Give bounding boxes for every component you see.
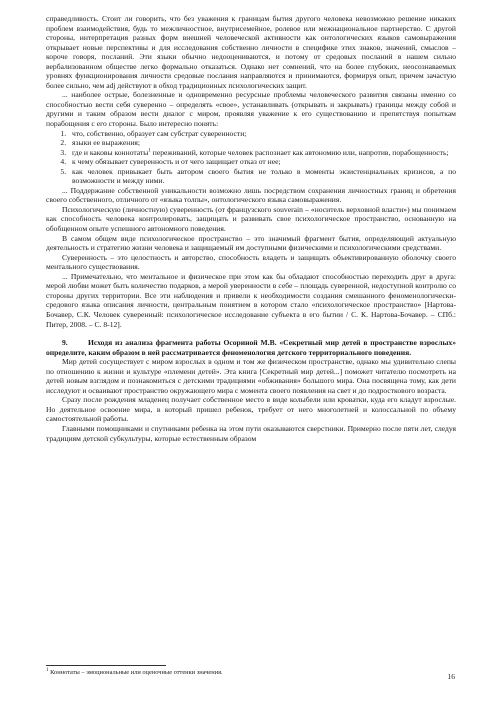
list-item: 1. что, собственно, образует сам субстрат суверенности; bbox=[68, 129, 456, 139]
list-item: 2. языки ее выражения; bbox=[68, 138, 456, 148]
paragraph: Сразу после рождения младенец получает собственное место в виде колыбели или кроватки, куда его кладут взрослые. Но деятельное освоение мира, в который пришел ребенок, требует от него многолетней и колоссальной по объему самостоятельной работы. bbox=[46, 395, 456, 424]
list-item: 4. к чему обязывает суверенность и от чего защищает отказ от нее; bbox=[68, 157, 456, 167]
section-title: Исходя из анализа фрагмента работы Осориной М.В. «Секретный мир детей в пространстве взрослых» определите, каким образом в ней рассматривается феноменология детского территориального поведения. bbox=[46, 338, 456, 357]
paragraph: Мир детей сосуществует с миром взрослых в одном и том же физическом пространстве, однако мы удивительно слепы по отношению к жизни и культуре «племени детей». Эта книга [Секретный мир детей...] поможет читателю посмотреть на детей новым взглядом и познакомиться с детскими традициями «обживания» большого мира. Она посвящена тому, как дети исследуют и осваивают пространство окружающего мира с момента своего появления на свет и до подросткового возраста. bbox=[46, 357, 456, 395]
paragraph: ... Поддержание собственной уникальности возможно лишь посредством сохранения личностных границ и обретения своего собственного, отличного от «языка толпы», онтологического языка самовыражения. bbox=[46, 185, 456, 205]
list-item-text-tail: переживаний, которые человек распознает как автономию или, напротив, порабощенность; bbox=[150, 147, 449, 157]
paragraph: Психологическую (личностную) суверенность (от французского souverain – «носитель верховной власти») мы понимаем как способность человека контролировать, защищать и развивать свое психологическое пространство, основанную на обобщенном опыте успешного автономного поведения. bbox=[46, 204, 456, 234]
footnote-reference[interactable]: 1 bbox=[148, 148, 151, 154]
paragraph: ... наиболее острые, болезненные и одновременно ресурсные проблемы человеческого развития связаны именно со способностью вести себя суверенно – определять «свое», устанавливать (открывать и закрывать) границы между собой и другими и таким образом вести диалог с миром, проявляя уважение к его существованию и препятствуя попыткам порабощения с его стороны. Было интересно понять: bbox=[46, 90, 456, 129]
paragraph: Суверенность – это целостность и авторство, способность владеть и защищать объективированную оболочку своего ментального существования. bbox=[46, 252, 456, 272]
list-item-text: где и каковы коннотаты bbox=[72, 147, 149, 157]
list-item bbox=[68, 148, 456, 158]
footnote bbox=[46, 669, 223, 677]
paragraph: ... Примечательно, что ментальное и физическое при этом как бы обладают способностью переходить друг в друга: мерой любви может быть количество подарков, а мерой уверенности в себе – площадь суверенной, недоступной контролю со стороны других территории. Все эти наблюдения и привели к необходимости создания смешанного феноменологически-средового языка описания личности, центральным понятием в котором стало «психологическое пространство» [Нартова-Бочавер, С.К. Человек суверенный: психологическое исследование субъекта в его бытии / С. К. Нартова-Бочавер. – СПб.: Питер, 2008. – С. 8-12]. bbox=[46, 271, 456, 329]
footnote-divider bbox=[46, 665, 166, 666]
footnote-text: Коннотаты – эмоциональные или оценочные оттенки значения. bbox=[48, 669, 223, 676]
page-number: 16 bbox=[447, 672, 455, 681]
paragraph: В самом общем виде психологическое пространство – это значимый фрагмент бытия, определяющий актуальную деятельность и стратегию жизни человека и защищаемый им доступными физическими и психологическими средствами. bbox=[46, 233, 456, 253]
footnote-marker: 1 bbox=[46, 667, 49, 673]
paragraph: справедливость. Стоит ли говорить, что без уважения к границам бытия другого человека невозможно решение никаких проблем взаимодействия, будь то межличностное, внутрисемейное, ролевое или межнациональное партнерство. С другой стороны, интерпретация разных форм внешней человеческой активности как онтологических языков самовыражения открывает новые перспективы и для исследования собственно личности в специфике этих знаков, значений, смыслов – короче говоря, посланий. Эти языки обычно недооцениваются, и потому от средовых посланий в нашем сильно вербализованном обществе легко формально отказаться. Однако нет сомнений, что на более глубоких, неосознаваемых уровнях функционирования личности средовые послания направляются и принимаются, формируя опыт, причем зачастую более сильно, чем adj действуют в обход традиционных психологических защит. bbox=[46, 14, 456, 90]
list-item: 5. как человек привыкает быть автором своего бытия не только в моменты экзистенциальных кризисов, а по возможности и между ними. bbox=[68, 167, 456, 186]
paragraph: Главными помощниками и спутниками ребенка на этом пути оказываются сверстники. Примерно после пяти лет, следуя традициям детской субкультуры, которые естественным образом bbox=[46, 423, 456, 443]
section-heading bbox=[46, 338, 456, 357]
numbered-list bbox=[46, 129, 456, 186]
section-number: 9. bbox=[62, 338, 68, 348]
